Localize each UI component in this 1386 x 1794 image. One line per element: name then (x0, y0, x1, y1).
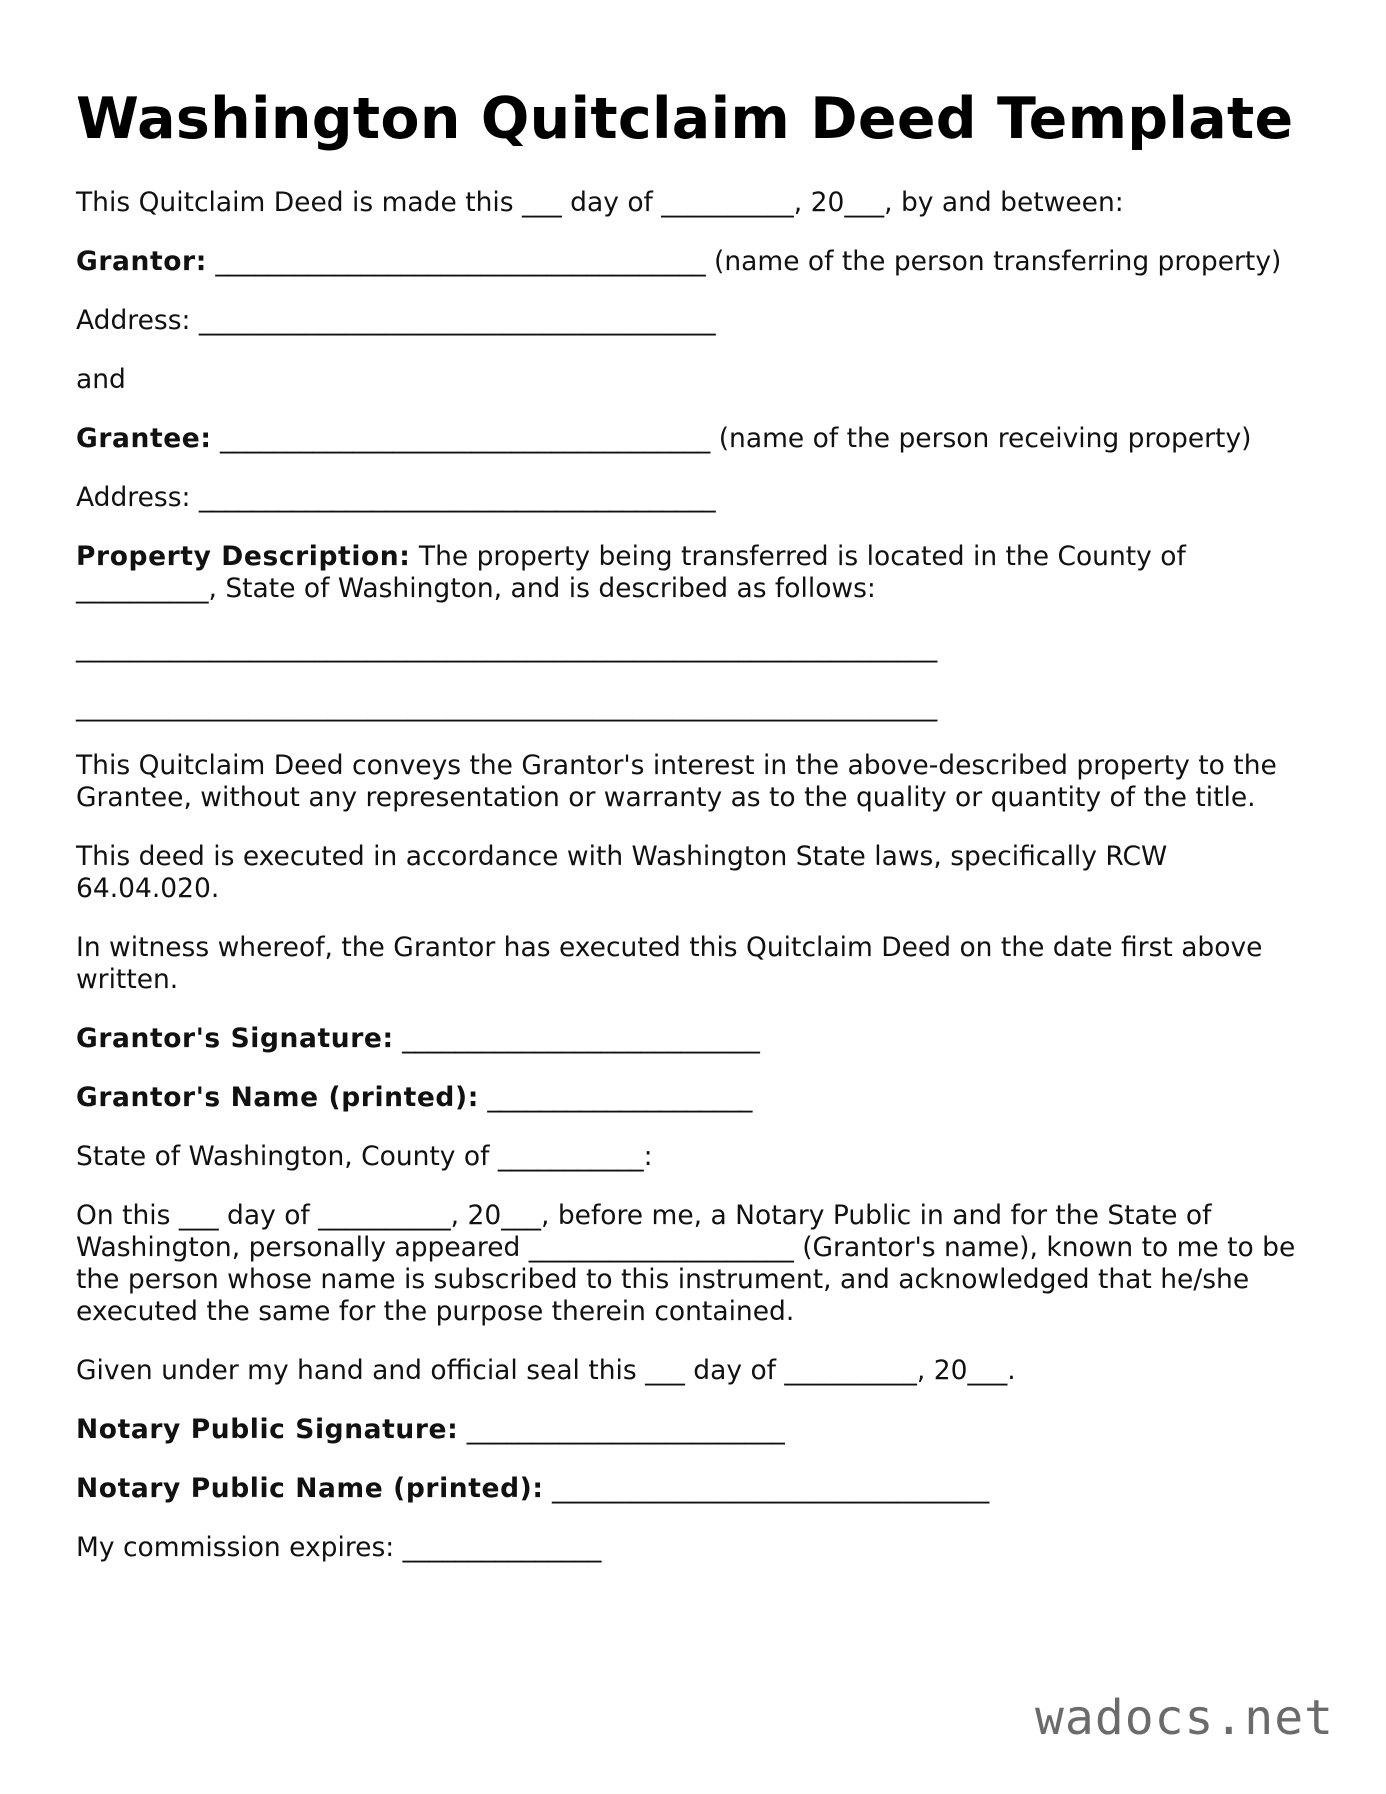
watermark-text: wadocs.net (1035, 1690, 1334, 1746)
notary-signature-label: Notary Public Signature: (76, 1413, 459, 1445)
property-description-paragraph (76, 541, 1316, 605)
grantee-text: _____________________________________ (name of the person receiving property) (211, 422, 1252, 454)
description-line-2: _________________________________________________________________ (76, 690, 938, 722)
witness-paragraph: In witness whereof, the Grantor has executed this Quitclaim Deed on the date first above written. (76, 931, 1271, 995)
given-paragraph: Given under my hand and official seal this ___ day of __________, 20___. (76, 1354, 1016, 1386)
grantor-name-label: Grantor's Name (printed): (76, 1081, 479, 1113)
property-description-text: The property being transferred is located in the County of __________, State of Washington, and is described as follows: (76, 540, 1195, 604)
grantee-paragraph (76, 423, 1316, 455)
executed-paragraph: This deed is executed in accordance with Washington State laws, specifically RCW 64.04.020. (76, 840, 1176, 904)
notary-signature-line (76, 1414, 1316, 1446)
grantee-label: Grantee: (76, 422, 212, 454)
notary-name-label: Notary Public Name (printed): (76, 1472, 544, 1504)
grantor-label: Grantor: (76, 245, 207, 277)
notary-name-line (76, 1473, 1316, 1505)
grantor-signature-blank: ___________________________ (393, 1022, 760, 1054)
document-page (76, 88, 1316, 1591)
notary-signature-blank: ________________________ (458, 1413, 785, 1445)
intro-paragraph: This Quitclaim Deed is made this ___ day of __________, 20___, by and between: (76, 186, 1124, 218)
grantor-signature-line (76, 1023, 1316, 1055)
notary-paragraph: On this ___ day of __________, 20___, before me, a Notary Public in and for the State of Washington, personally appeared ____________________ (Grantor's name), known to me to be the person whose name is subscribed to this instrument, and acknowledged that he/she executed the same for the purpose therein contained. (76, 1199, 1304, 1327)
grantor-signature-label: Grantor's Signature: (76, 1022, 394, 1054)
grantor-text: _____________________________________ (name of the person transferring property) (206, 245, 1282, 277)
property-description-label: Property Description: (76, 540, 411, 572)
commission-line: My commission expires: _______________ (76, 1531, 602, 1563)
conveys-paragraph: This Quitclaim Deed conveys the Grantor's interest in the above-described property to the Grantee, without any representation or warranty as to the quality or quantity of the title. (76, 749, 1286, 813)
grantor-name-line (76, 1082, 1316, 1114)
grantor-name-blank: ____________________ (478, 1081, 753, 1113)
grantor-paragraph (76, 246, 1316, 278)
notary-name-blank: _________________________________ (543, 1472, 990, 1504)
description-line-1: _________________________________________________________________ (76, 631, 938, 663)
document-title: Washington Quitclaim Deed Template (76, 86, 1294, 152)
grantor-address: Address: _______________________________________ (76, 304, 716, 336)
and-text: and (76, 363, 126, 395)
state-county-line: State of Washington, County of ___________: (76, 1140, 653, 1172)
grantee-address: Address: _______________________________________ (76, 481, 716, 513)
